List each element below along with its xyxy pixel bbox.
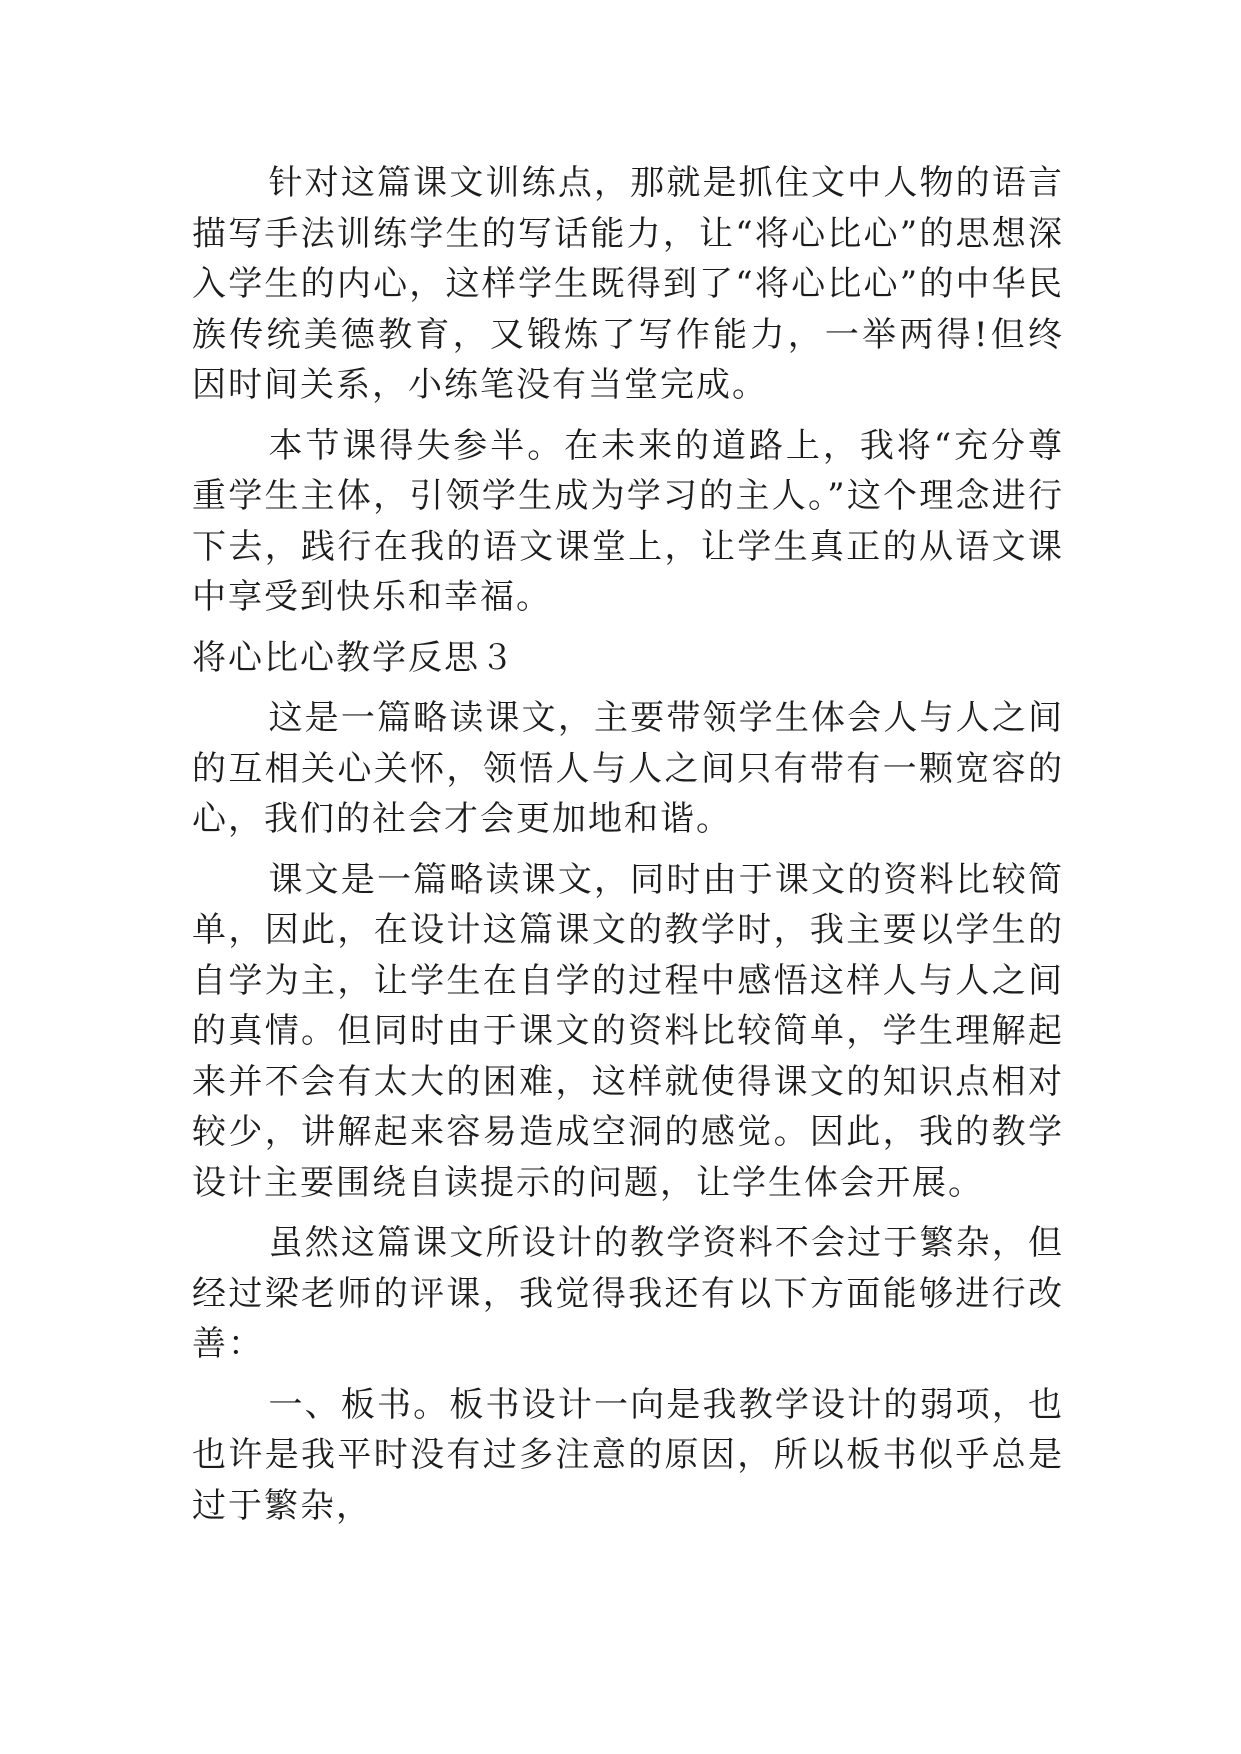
- document-body: [192, 158, 1064, 1541]
- paragraph: 这是一篇略读课文，主要带领学生体会人与人之间的互相关心关怀，领悟人与人之间只有带有一颗宽容的心，我们的社会才会更加地和谐。: [192, 698, 1064, 839]
- section-heading: 将心比心教学反思３: [192, 637, 516, 678]
- paragraph: 虽然这篇课文所设计的教学资料不会过于繁杂，但经过梁老师的评课，我觉得我还有以下方面能够进行改善：: [192, 1223, 1064, 1364]
- paragraph: 本节课得失参半。在未来的道路上，我将“充分尊重学生主体，引领学生成为学习的主人。”这个理念进行下去，践行在我的语文课堂上，让学生真正的从语文课中享受到快乐和幸福。: [192, 425, 1064, 617]
- paragraph: 课文是一篇略读课文，同时由于课文的资料比较简单，因此，在设计这篇课文的教学时，我主要以学生的自学为主，让学生在自学的过程中感悟这样人与人之间的真情。但同时由于课文的资料比较简单，学生理解起来并不会有太大的困难，这样就使得课文的知识点相对较少，讲解起来容易造成空洞的感觉。因此，我的教学设计主要围绕自读提示的问题，让学生体会开展。: [192, 859, 1064, 1203]
- paragraph: 一、板书。板书设计一向是我教学设计的弱项，也也许是我平时没有过多注意的原因，所以板书似乎总是过于繁杂，: [192, 1384, 1064, 1526]
- paragraph: 针对这篇课文训练点，那就是抓住文中人物的语言描写手法训练学生的写话能力，让“将心比心”的思想深入学生的内心，这样学生既得到了“将心比心”的中华民族传统美德教育，又锻炼了写作能力，一举两得!但终因时间关系，小练笔没有当堂完成。: [192, 163, 1064, 405]
